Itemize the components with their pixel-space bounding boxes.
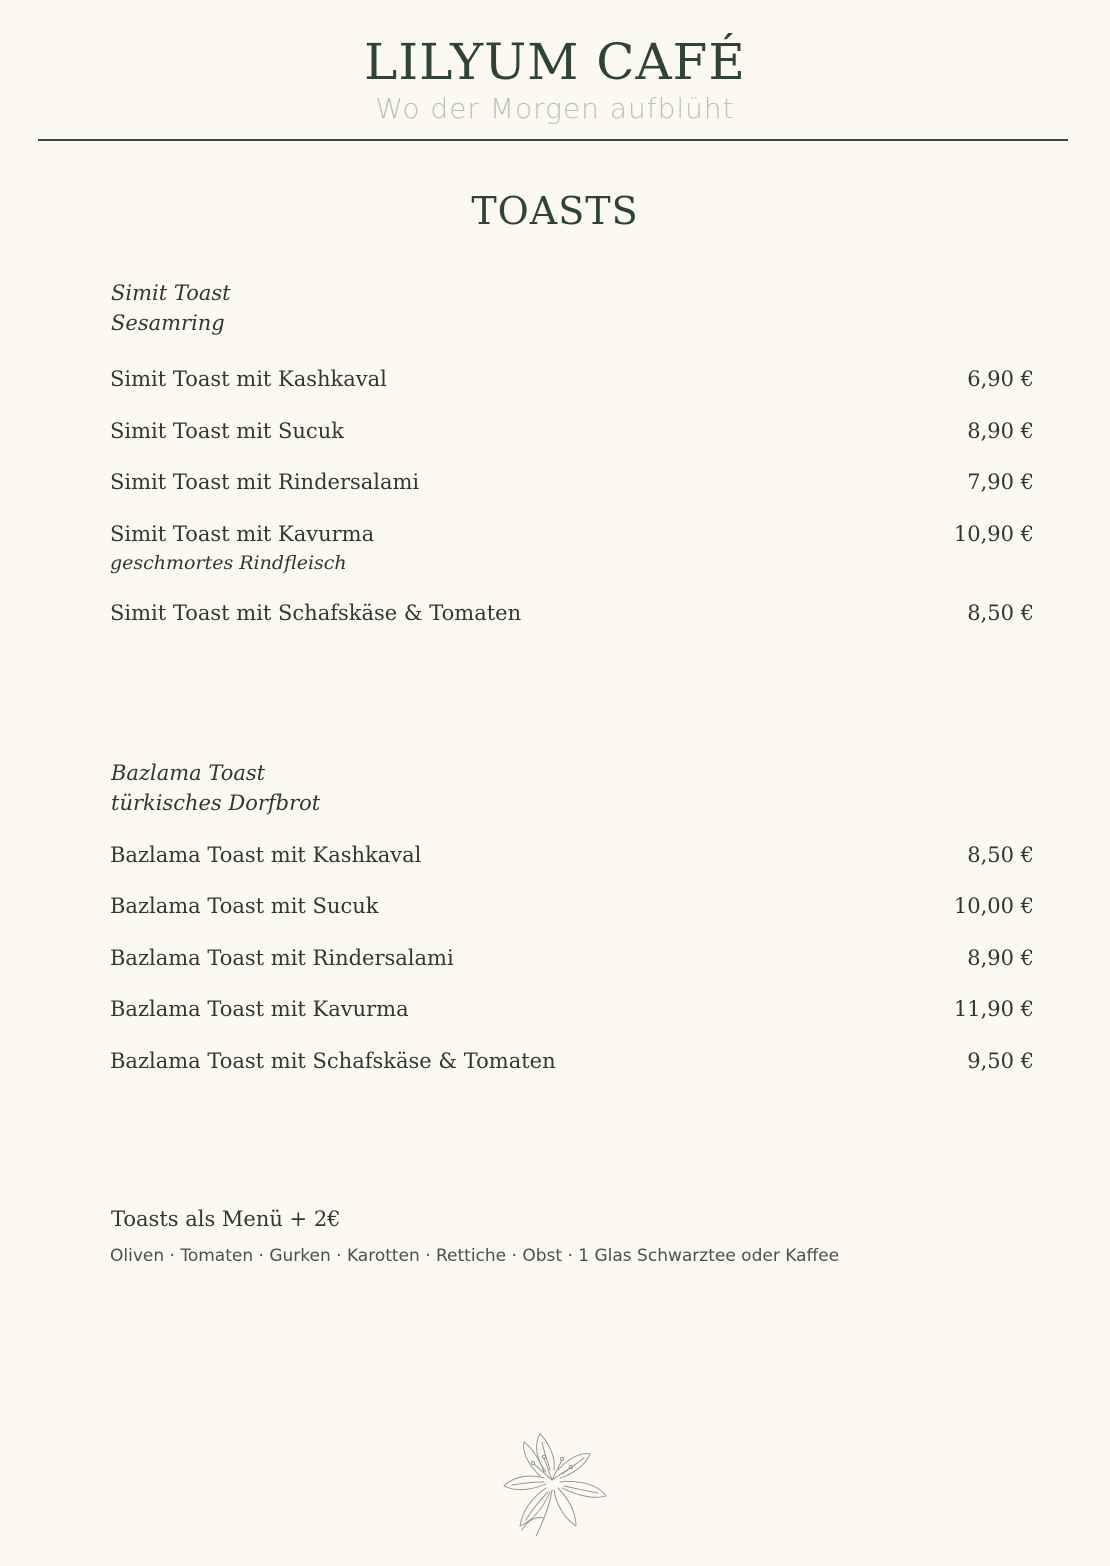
group-heading-bazlama	[111, 758, 320, 818]
item-name: Simit Toast mit Rindersalami	[110, 470, 420, 494]
menu-item	[110, 467, 1034, 497]
menu-item	[110, 891, 1034, 921]
menu-item	[110, 519, 1034, 576]
menu-item	[110, 943, 1034, 973]
item-price: 10,90 €	[953, 522, 1034, 546]
item-price: 11,90 €	[953, 997, 1034, 1021]
menu-offer-extras: Oliven · Tomaten · Gurken · Karotten · Rettiche · Obst · 1 Glas Schwarztee oder Kaffee	[110, 1246, 840, 1266]
item-note: geschmortes Rindfleisch	[110, 552, 347, 574]
menu-item	[110, 598, 1034, 628]
section-title: TOASTS	[471, 189, 639, 233]
item-name: Simit Toast mit Kashkaval	[110, 367, 387, 391]
cafe-name: LILYUM CAFÉ	[364, 33, 746, 91]
item-name: Bazlama Toast mit Schafskäse & Tomaten	[110, 1049, 556, 1073]
item-name: Bazlama Toast mit Rindersalami	[110, 946, 454, 970]
item-price: 8,90 €	[967, 946, 1034, 970]
item-name: Bazlama Toast mit Sucuk	[110, 894, 379, 918]
group-title: Simit Toast	[111, 281, 231, 305]
item-name: Bazlama Toast mit Kavurma	[110, 997, 409, 1021]
item-price: 8,50 €	[967, 601, 1034, 625]
cafe-tagline: Wo der Morgen aufblüht	[375, 92, 735, 125]
item-name: Bazlama Toast mit Kashkaval	[110, 843, 422, 867]
menu-item	[110, 1046, 1034, 1076]
item-price: 10,00 €	[953, 894, 1034, 918]
menu-item	[110, 416, 1034, 446]
menu-item	[110, 994, 1034, 1024]
item-price: 8,50 €	[967, 843, 1034, 867]
group-title: Bazlama Toast	[111, 761, 266, 785]
item-name: Simit Toast mit Sucuk	[110, 419, 344, 443]
item-price: 6,90 €	[967, 367, 1034, 391]
group-subtitle: türkisches Dorfbrot	[111, 791, 321, 815]
item-name: Simit Toast mit Kavurma	[110, 522, 375, 546]
item-price: 7,90 €	[967, 470, 1034, 494]
item-name: Simit Toast mit Schafskäse & Tomaten	[110, 601, 522, 625]
lily-flower-icon	[500, 1430, 612, 1540]
menu-item	[110, 364, 1034, 394]
menu-offer-title: Toasts als Menü + 2€	[111, 1207, 341, 1231]
group-heading-simit	[111, 278, 231, 338]
item-price: 9,50 €	[967, 1049, 1034, 1073]
group-subtitle: Sesamring	[111, 311, 225, 335]
header-divider	[38, 139, 1068, 141]
menu-item	[110, 840, 1034, 870]
item-price: 8,90 €	[967, 419, 1034, 443]
